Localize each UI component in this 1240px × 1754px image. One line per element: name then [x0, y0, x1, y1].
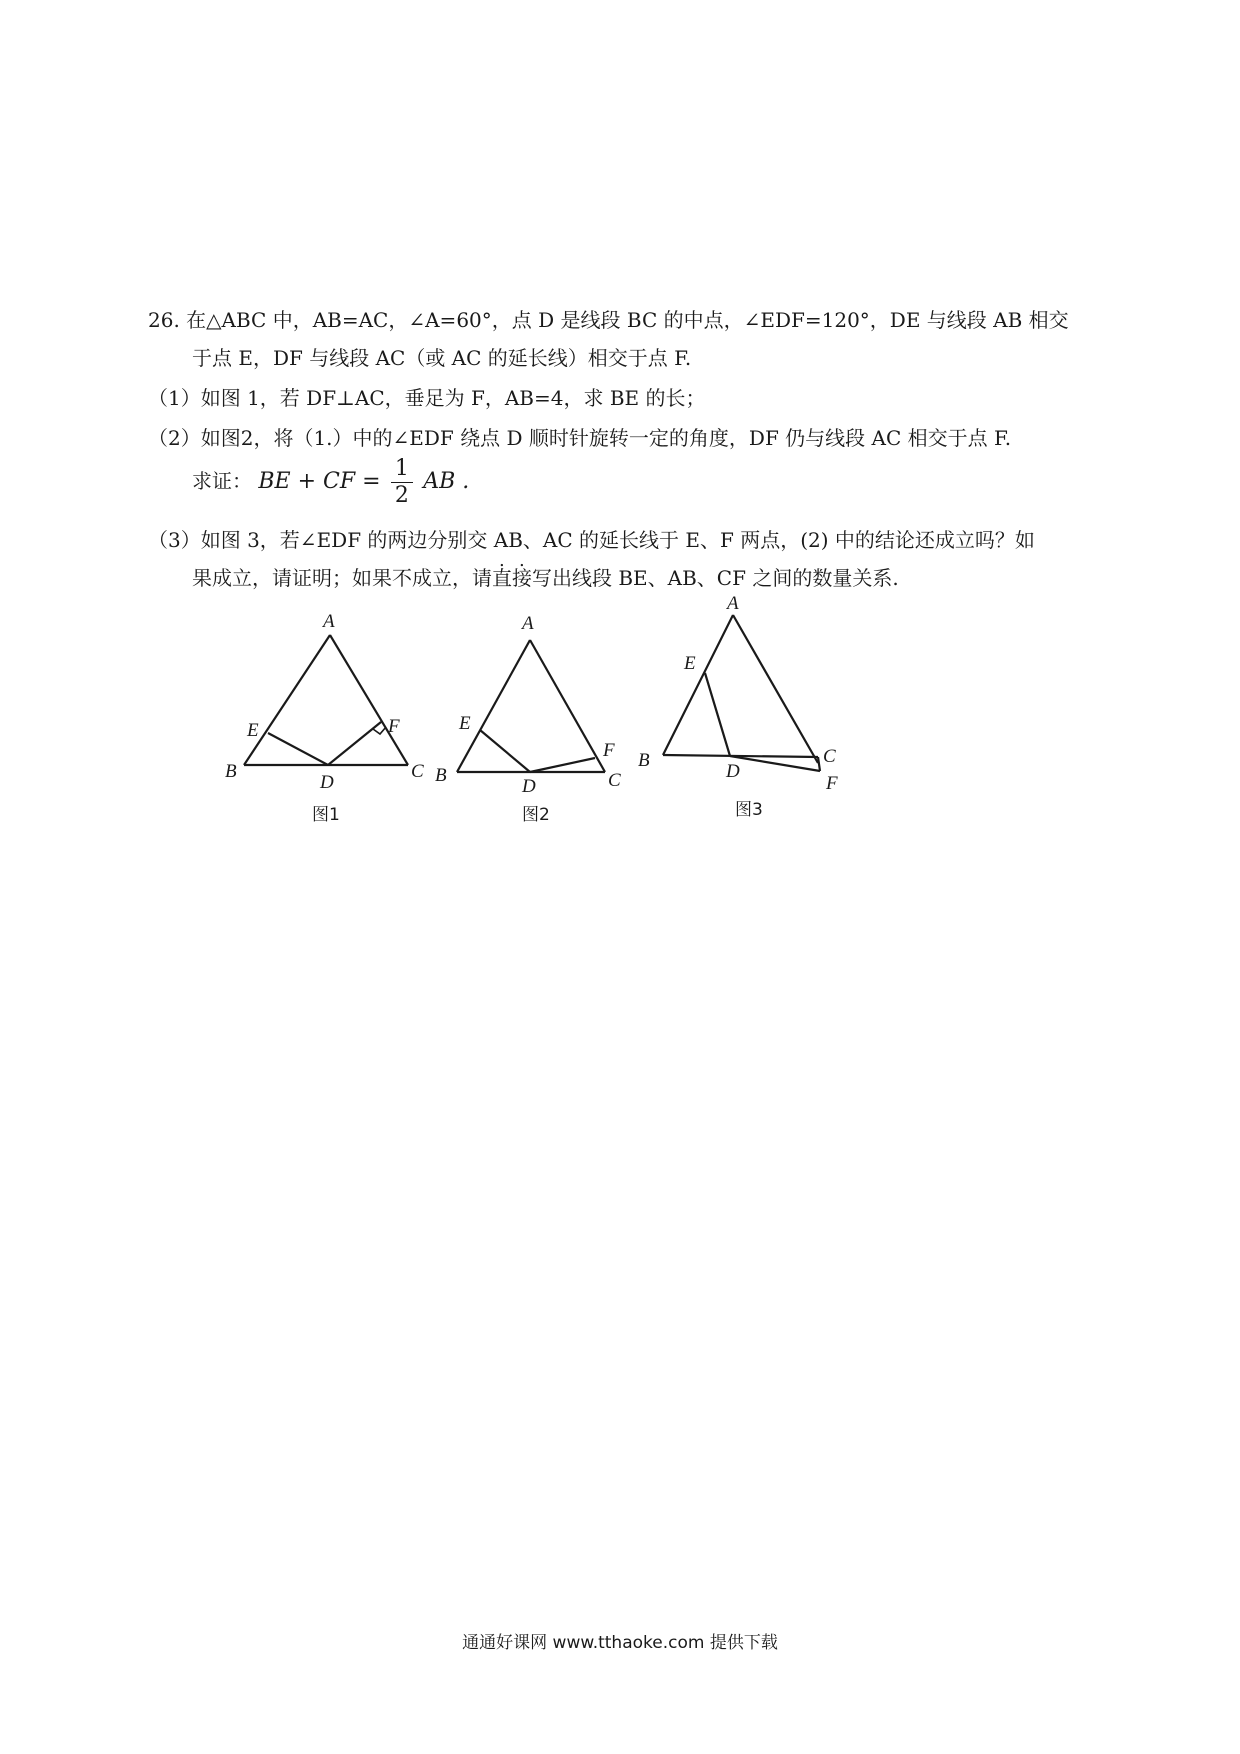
figure-2: [425, 607, 640, 797]
fraction-denominator: 2: [394, 483, 409, 508]
problem-statement-line-1: 26. 在△ABC 中，AB=AC，∠A=60°，点 D 是线段 BC 的中点，∠EDF=120°，DE 与线段 AB 相交: [148, 308, 1069, 332]
label-e: E: [684, 653, 696, 674]
segment-de: [268, 733, 328, 765]
emphasis-char-1: 直: [492, 566, 512, 590]
part-1: （1）如图 1，若 DF⊥AC，垂足为 F，AB=4，求 BE 的长；: [148, 386, 706, 410]
figure-1: [210, 605, 430, 795]
label-c: C: [823, 746, 836, 767]
segment-de: [480, 730, 530, 772]
label-e: E: [247, 720, 259, 741]
one-half-fraction: [391, 458, 413, 507]
segment-df: [730, 756, 820, 771]
problem-statement-line-2: 于点 E，DF 与线段 AC（或 AC 的延长线）相交于点 F.: [192, 346, 692, 370]
fraction-numerator: 1: [391, 458, 413, 483]
proof-rhs: AB .: [423, 469, 470, 494]
footer-source: 通通好课网 www.tthaoke.com 提供下载: [462, 1633, 778, 1653]
label-a: A: [522, 613, 534, 634]
label-c: C: [608, 770, 621, 791]
segment-de: [705, 673, 730, 756]
segment-ac: [330, 635, 408, 765]
label-b: B: [435, 765, 447, 786]
label-f: F: [826, 773, 838, 794]
label-e: E: [459, 713, 471, 734]
label-f: F: [388, 716, 400, 737]
proof-statement: [192, 458, 469, 507]
part-2: （2）如图2，将（1.）中的∠EDF 绕点 D 顺时针旋转一定的角度，DF 仍与线段 AC 相交于点 F.: [148, 426, 1012, 450]
proof-lhs: BE + CF =: [258, 469, 381, 494]
segment-ac: [733, 615, 818, 763]
proof-prefix: 求证：: [192, 469, 252, 493]
part-3-line-1: （3）如图 3，若∠EDF 的两边分别交 AB、AC 的延长线于 E、F 两点，(2) 中的结论还成立吗？如: [148, 528, 1035, 552]
label-a: A: [323, 611, 335, 632]
segment-df: [328, 722, 381, 765]
segment-ab: [457, 640, 530, 772]
figure-3: [630, 595, 870, 795]
segment-cf: [818, 757, 820, 771]
label-d: D: [522, 776, 536, 797]
label-c: C: [411, 761, 424, 782]
figure-1-caption: 图1: [312, 805, 340, 825]
segment-df: [530, 758, 595, 772]
part-3-text-a: 果成立，请证明；如果不成立，请: [192, 566, 492, 590]
label-d: D: [726, 761, 740, 782]
label-b: B: [638, 750, 650, 771]
part-3-line-2: [192, 568, 899, 588]
label-f: F: [603, 740, 615, 761]
figure-2-caption: 图2: [522, 805, 550, 825]
figure-3-caption: 图3: [735, 800, 763, 820]
segment-ac: [530, 640, 605, 772]
label-a: A: [727, 595, 739, 614]
label-d: D: [320, 772, 334, 793]
part-3-text-b: 写出线段 BE、AB、CF 之间的数量关系.: [532, 566, 899, 590]
emphasis-char-2: 接: [512, 566, 532, 590]
segment-ab: [244, 635, 330, 765]
label-b: B: [225, 761, 237, 782]
